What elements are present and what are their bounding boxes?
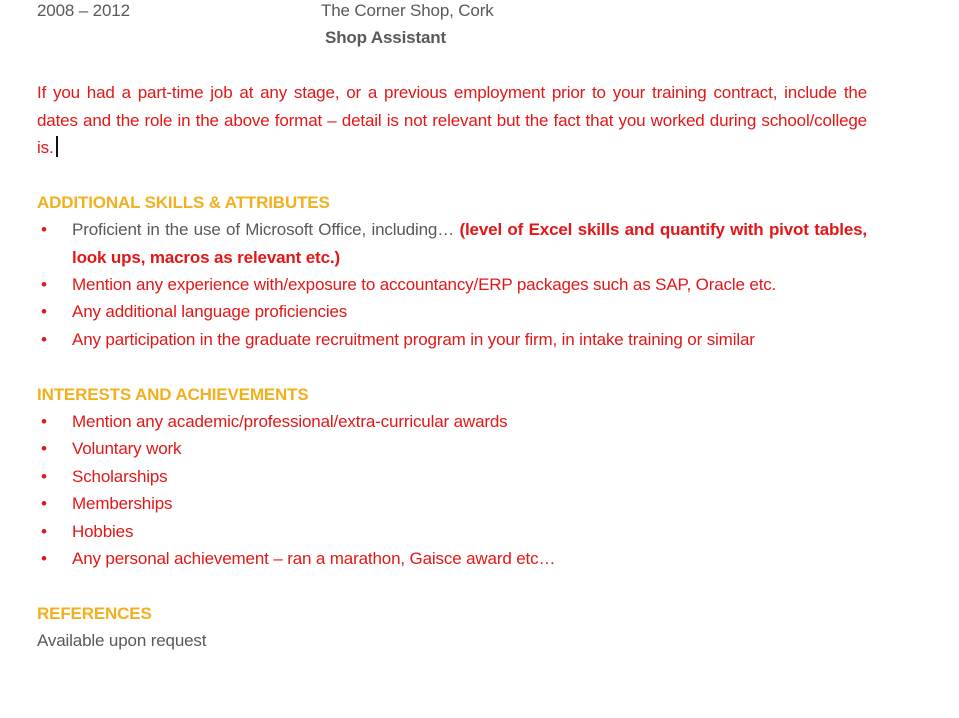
section-title-additional-skills[interactable]: ADDITIONAL SKILLS & ATTRIBUTES xyxy=(37,192,330,212)
bullet-text: Voluntary work xyxy=(72,439,182,459)
list-item[interactable] xyxy=(37,490,867,517)
experience-entry[interactable] xyxy=(37,0,867,24)
bullet-dot-icon: • xyxy=(41,275,47,295)
bullet-dot-icon: • xyxy=(41,412,47,432)
bullet-text: Mention any academic/professional/extra-curricular awards xyxy=(72,412,508,432)
list-item[interactable] xyxy=(37,408,867,435)
bullet-text: Mention any experience with/exposure to accountancy/ERP packages such as SAP, Oracle etc. xyxy=(72,275,777,295)
bullet-dot-icon: • xyxy=(41,549,47,569)
list-item[interactable] xyxy=(37,545,867,572)
experience-employer: The Corner Shop, Cork xyxy=(321,1,494,20)
list-item[interactable] xyxy=(37,298,867,325)
blank-line xyxy=(37,353,867,380)
experience-dates: 2008 – 2012 xyxy=(37,1,130,20)
guidance-note-text: If you had a part-time job at any stage, or a previous employment prior to your training contract, include the dates and the role in the above format – detail is not relevant but the fact that you worked during school/college is. xyxy=(37,83,867,158)
references-body[interactable]: Available upon request xyxy=(37,631,207,651)
bullet-text-red-bold: (level of Excel skills and quantify with pivot tables, look ups, macros as relevant etc.) xyxy=(72,220,868,267)
blank-line xyxy=(37,52,867,79)
section-title-references[interactable]: REFERENCES xyxy=(37,603,152,623)
list-item[interactable] xyxy=(37,435,867,462)
guidance-note[interactable] xyxy=(37,79,867,161)
bullet-text: Any personal achievement – ran a marathon, Gaisce award etc… xyxy=(72,549,556,569)
interests-bullet-list xyxy=(37,408,867,572)
bullet-dot-icon: • xyxy=(41,220,47,240)
list-item[interactable] xyxy=(37,463,867,490)
bullet-text: Any additional language proficiencies xyxy=(72,302,348,322)
bullet-dot-icon: • xyxy=(41,494,47,514)
list-item[interactable] xyxy=(37,271,867,298)
bullet-dot-icon: • xyxy=(41,302,47,322)
bullet-dot-icon: • xyxy=(41,521,47,541)
list-item[interactable] xyxy=(37,518,867,545)
list-item[interactable] xyxy=(37,216,867,271)
bullet-text: Memberships xyxy=(72,494,173,514)
list-item[interactable] xyxy=(37,326,867,353)
experience-role-line[interactable] xyxy=(37,24,867,51)
text-cursor xyxy=(56,136,58,157)
bullet-text: Hobbies xyxy=(72,521,134,541)
bullet-text xyxy=(72,216,867,271)
bullet-text-gray: Proficient in the use of Microsoft Office, including… xyxy=(72,220,460,240)
bullet-text: Scholarships xyxy=(72,466,168,486)
bullet-text: Any participation in the graduate recruitment program in your firm, in intake training or similar xyxy=(72,329,755,349)
blank-line xyxy=(37,572,867,599)
bullet-dot-icon: • xyxy=(41,439,47,459)
blank-line xyxy=(37,161,867,188)
section-title-interests[interactable]: INTERESTS AND ACHIEVEMENTS xyxy=(37,384,309,404)
bullet-dot-icon: • xyxy=(41,329,47,349)
bullet-dot-icon: • xyxy=(41,466,47,486)
skills-bullet-list xyxy=(37,216,867,353)
experience-role: Shop Assistant xyxy=(325,28,447,48)
